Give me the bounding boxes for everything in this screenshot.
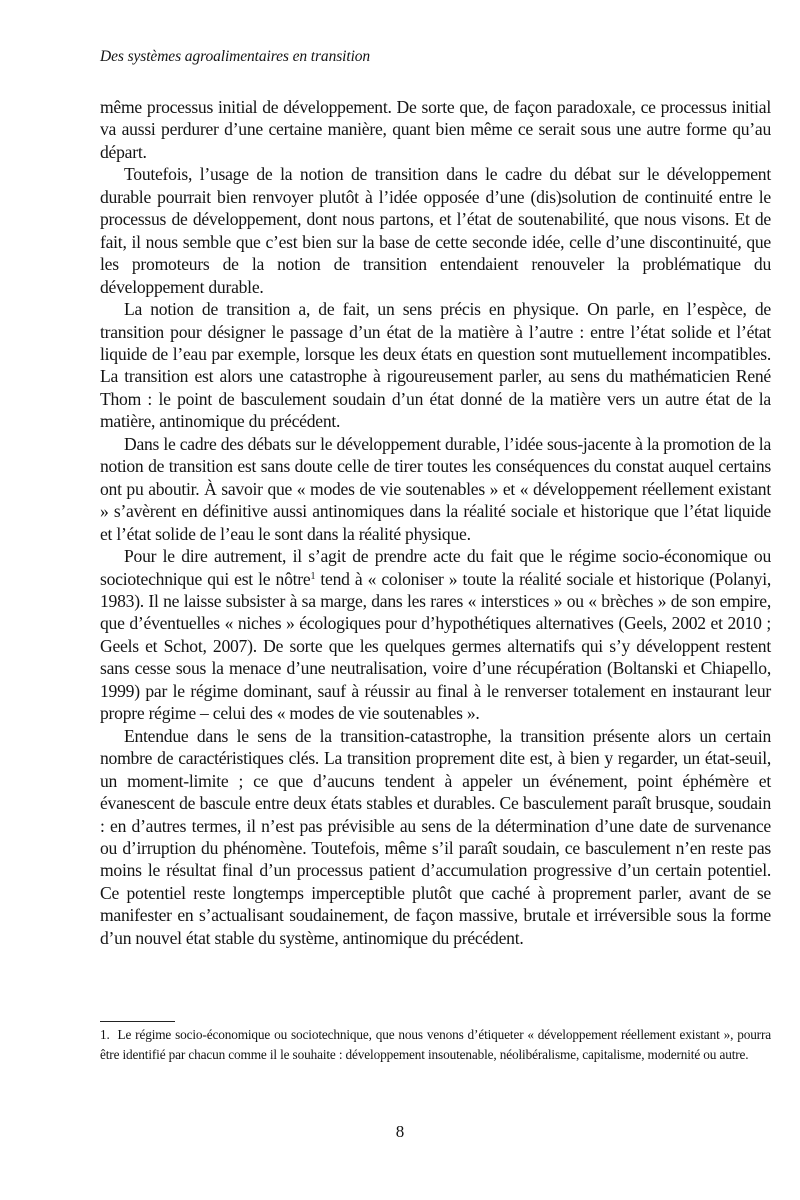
paragraph-6: Entendue dans le sens de la transition-catastrophe, la transition présente alors un certain nombre de caractéristiques clés. La transition proprement dite est, à bien y regarder, un état-seuil, un moment-limite ; ce que d’aucuns tendent à appeler un événement, point éphémère et évanescent de bascule entre deux états stables et durables. Ce basculement paraît brusque, soudain : en d’autres termes, il n’est pas prévisible au sens de la détermination d’une date de survenance ou d’irruption du phénomène. Toutefois, même s’il paraît soudain, ce basculement n’en reste pas moins le résultat final d’un processus patient d’accumulation progressive d’un certain potentiel. Ce potentiel reste longtemps imperceptible plutôt que caché à proprement parler, avant de se manifester en s’actualisant soudainement, de façon massive, brutale et irréversible sous la forme d’un nouvel état stable du système, antinomique du précédent.	[100, 725, 771, 948]
paragraph-3: La notion de transition a, de fait, un sens précis en physique. On parle, en l’espèce, de transition pour désigner le passage d’un état de la matière à l’autre : entre l’état solide et l’état liquide de l’eau par exemple, lorsque les deux états en question sont mutuellement incompatibles. La transition est alors une catastrophe à rigoureusement parler, au sens du mathématicien René Thom : le point de basculement soudain d’un état donné de la matière vers un autre état de la matière, antinomique du précédent.	[100, 299, 771, 432]
paragraph-2: Toutefois, l’usage de la notion de transition dans le cadre du débat sur le développement durable pourrait bien renvoyer plutôt à l’idée opposée d’une (dis)solution de continuité entre le processus de développement, dont nous partons, et l’état de soutenabilité, que nous visons. Et de fait, il nous semble que c’est bien sur la base de cette seconde idée, celle d’une discontinuité, que les promoteurs de la notion de transition entendaient renouveler la problématique du développement durable.	[100, 164, 771, 297]
paragraph-1: même processus initial de développement. De sorte que, de façon paradoxale, ce processus initial va aussi perdurer d’une certaine manière, quant bien même ce serait sous une autre forme qu’au départ.	[100, 97, 771, 162]
footnote-1	[100, 1025, 771, 1065]
footnote-number: 1.	[100, 1027, 110, 1042]
body-text	[100, 96, 771, 949]
footnote-separator	[100, 1021, 175, 1022]
paragraph-5-text-a: Pour le dire autrement, il s’agit de prendre acte du fait que le régime socio-économique ou sociotechnique qui est le nôtre	[100, 546, 771, 589]
footnotes	[100, 1025, 771, 1065]
paragraph-5	[100, 545, 771, 725]
paragraph-4: Dans le cadre des débats sur le développement durable, l’idée sous-jacente à la promotion de la notion de transition est sans doute celle de tirer toutes les conséquences du constat auquel certains ont pu aboutir. À savoir que « modes de vie soutenables » et « développement réellement existant » s’avèrent en définitive aussi antinomiques dans la réalité sociale et historique que l’état liquide et l’état solide de l’eau le sont dans la réalité physique.	[100, 433, 771, 544]
page-number: 8	[395, 1122, 405, 1141]
footnote-text: Le régime socio-économique ou sociotechnique, que nous venons d’étiqueter « développement réellement existant », pourra être identifié par chacun comme il le souhaite : développement insoutenable, néolibéralisme, capitalisme, modernité ou autre.	[100, 1027, 771, 1062]
footnote-reference[interactable]: 1	[310, 570, 316, 582]
paragraph-5-text-b: tend à « coloniser » toute la réalité sociale et historique (Polanyi, 1983). Il ne laisse subsister à sa marge, dans les rares « interstices » ou « brèches » de son empire, que d’éventuelles « niches » écologiques pour d’hypothétiques alternatives (Geels, 2002 et 2010 ; Geels et Schot, 2007). De sorte que les quelques germes alternatifs qui s’y développent restent sans cesse sous la menace d’une neutralisation, voire d’une récupération (Boltanski et Chiapello, 1999) par le régime dominant, sauf à réussir au final à le renverser totalement en instaurant leur propre régime – celui des « modes de vie soutenables ».	[100, 568, 771, 724]
running-header: Des systèmes agroalimentaires en transition	[100, 48, 371, 65]
